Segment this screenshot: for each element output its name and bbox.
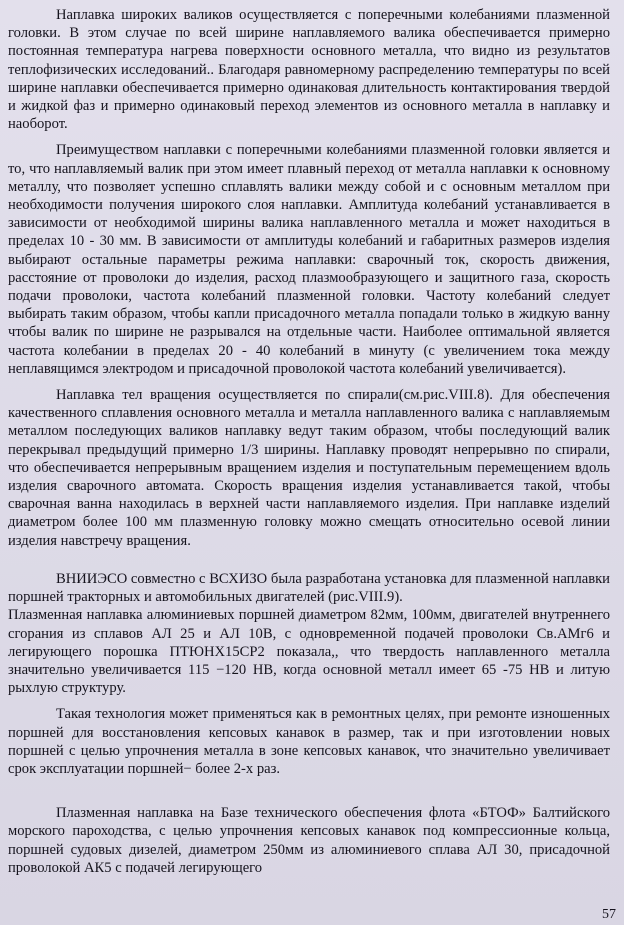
paragraph-vniieso-installation: ВНИИЭСО совместно с ВСХИЗО была разработана установка для плазменной наплавки поршней тракторных и автомобильных двигателей (рис.VIII.9). bbox=[8, 570, 610, 606]
paragraph-oscillation-advantage: Преимуществом наплавки с поперечными колебаниями плазменной головки является и то, что наплавляемый валик при этом имеет плавный переход от металла наплавки к основному металлу, что позволяет успешно сплавлять валики между собой и с основным металлом при необходимости получения широкого слоя наплавки. Амплитуда колебаний устанавливается в зависимости от необходимой ширины валика наплавленного металла и может находиться в пределах 10 - 30 мм. В зависимости от амплитуды колебаний и габаритных размеров изделия выбирают остальные параметры режима наплавки: сварочный ток, скорость движения, расстояние от проволоки до изделия, расход плазмообразующего и защитного газа, скорость подачи проволоки, частота колебаний плазменной головки. Частоту колебаний следует выбирать таким образом, чтобы капли присадочного металла попадали только в жидкую ванну чтобы валик по ширине не разрывался на отдельные части. Наиболее оптимальной является частота колебании в пределах 20 - 40 колебаний в минуту (с увеличением тока между неплавящимся электродом и присадочной проволокой частота колебаний увеличивается). bbox=[8, 142, 610, 377]
paragraph-aluminum-pistons: Плазменная наплавка алюминиевых поршней диаметром 82мм, 100мм, двигателей внутреннего сгорания из сплавов АЛ 25 и АЛ 10В, с одновременной подачей проволоки Св.АМг6 и легирующего порошка ПТЮНХ15СР2 показала,, что твердость наплавленного металла значительно увеличивается 115 −120 НВ, когда основной металл имеет 65 -75 НВ и литую рыхлую структуру. bbox=[8, 607, 610, 697]
document-body bbox=[8, 6, 610, 877]
paragraph-wide-beads: Наплавка широких валиков осуществляется с поперечными колебаниями плазменной головки. В этом случае по всей ширине наплавляемого валика обеспечивается примерно постоянная температура нагрева поверхности основного металла, что видно из результатов теплофизических исследований.. Благодаря равномерному распределению температуры по всей ширине наплавки обеспечивается примерно одинаковая длительность контактирования твердой и жидкой фаз и примерно одинаковый переход элементов из основного металла в наплавку и наоборот. bbox=[8, 7, 610, 133]
paragraph-technology-use: Такая технология может применяться как в ремонтных целях, при ремонте изношенных поршней для восстановления кепсовых канавок в размер, так и при изготовлении новых поршней с целью упрочнения металла в зоне кепсовых канавок, что значительно увеличивает срок эксплуатации поршней− более 2-х раз. bbox=[8, 706, 610, 777]
paragraph-btof-surfacing: Плазменная наплавка на Базе технического обеспечения флота «БТОФ» Балтийского морского пароходства, с целью упрочнения кепсовых канавок под компрессионные кольца, поршней судовых дизелей, диаметром 250мм из алюминиевого сплава АЛ 30, присадочной проволокой АК5 с подачей легирующего bbox=[8, 805, 610, 876]
paragraph-rotation-bodies: Наплавка тел вращения осуществляется по спирали(см.рис.VIII.8). Для обеспечения качественного сплавления основного металла и металла наплавленного валика с наплавляемым металлом последующих валиков наплавку ведут таким образом, чтобы последующий валик перекрывал предыдущий примерно 1/3 ширины. Наплавку проводят непрерывно по спирали, что обеспечивается непрерывным вращением изделия и поступательным перемещением вдоль изделия сварочного автомата. Скорость вращения изделия устанавливается такой, чтобы сварочная ванна находилась в верхней части наплавляемого изделия. При наплавке изделий диаметром более 100 мм плазменную головку можно смещать относительно осевой линии изделия навстречу вращения. bbox=[8, 387, 610, 549]
page-number: 57 bbox=[602, 907, 616, 922]
